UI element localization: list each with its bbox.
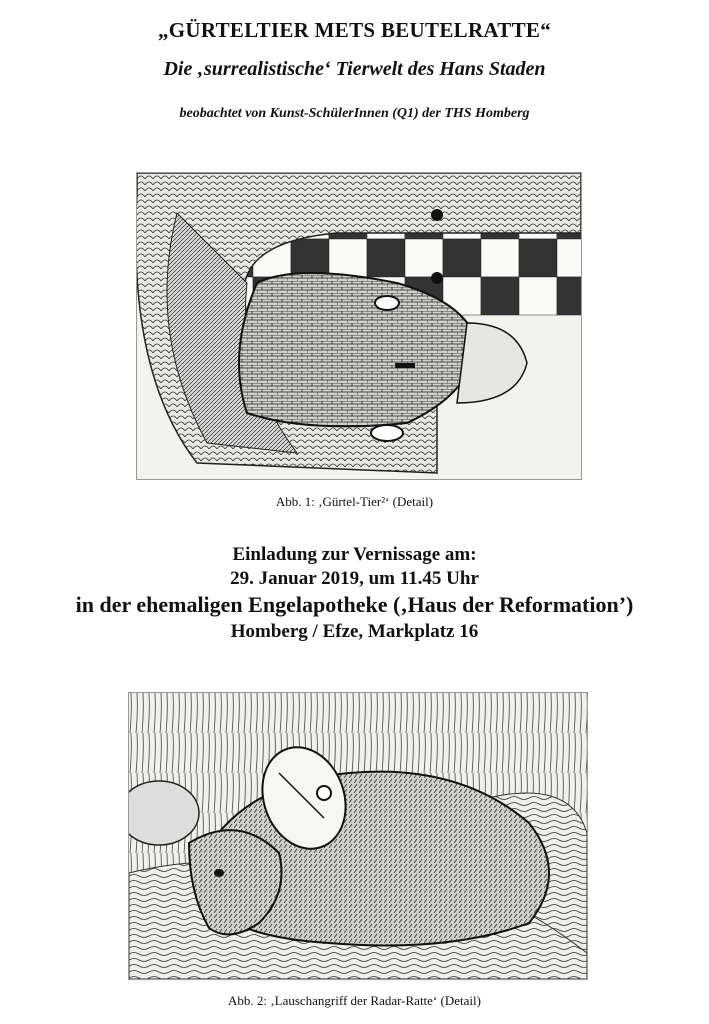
invitation-venue: in der ehemaligen Engelapotheke (‚Haus der Reformation’) [75, 592, 634, 617]
invitation-date: 29. Januar 2019, um 11.45 Uhr [230, 568, 479, 589]
armadillo-drawing [136, 172, 582, 480]
byline: beobachtet von Kunst-SchülerInnen (Q1) der THS Homberg [179, 106, 530, 121]
radar-rat-illustration [129, 693, 587, 979]
radar-rat-drawing [128, 692, 588, 980]
invitation-address: Homberg / Efze, Markplatz 16 [230, 621, 479, 642]
invitation-heading: Einladung zur Vernissage am: [232, 544, 477, 565]
document-subtitle: Die ‚surrealistische‘ Tierwelt des Hans Staden [163, 58, 546, 80]
figure-2-caption: Abb. 2: ‚Lauschangriff der Radar-Ratte‘ (Detail) [228, 993, 481, 1008]
armadillo-illustration [137, 173, 581, 479]
document-title: „GÜRTELTIER METS BEUTELRATTE“ [157, 18, 552, 42]
figure-1-caption: Abb. 1: ‚Gürtel-Tier²‘ (Detail) [275, 494, 434, 509]
